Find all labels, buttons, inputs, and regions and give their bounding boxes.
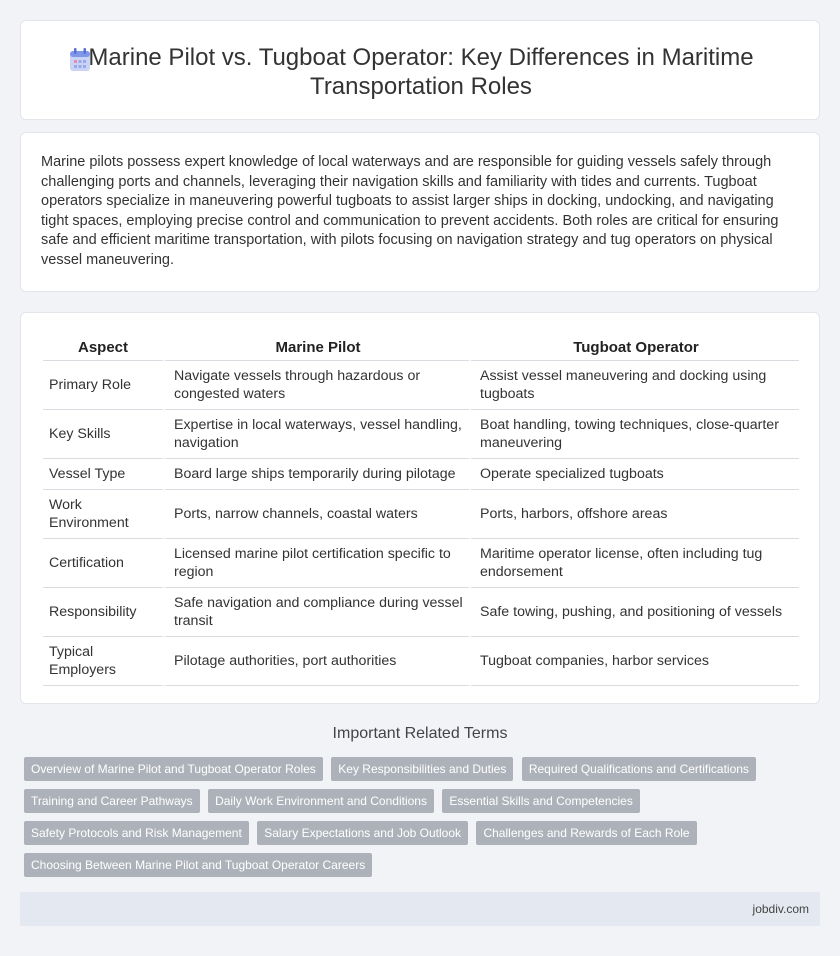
table-cell-aspect: Primary Role	[43, 361, 163, 410]
header-card	[20, 20, 820, 120]
comparison-table-card	[20, 312, 820, 704]
table-cell-aspect: Responsibility	[43, 588, 163, 637]
table-cell-aspect: Key Skills	[43, 410, 163, 459]
related-term-tag[interactable]: Key Responsibilities and Duties	[331, 757, 513, 781]
table-cell-marine-pilot: Licensed marine pilot certification specific to region	[163, 539, 469, 588]
footer	[20, 892, 820, 926]
table-cell-marine-pilot: Safe navigation and compliance during vessel transit	[163, 588, 469, 637]
related-term-tag[interactable]: Required Qualifications and Certifications	[522, 757, 756, 781]
related-term-tag[interactable]: Safety Protocols and Risk Management	[24, 821, 249, 845]
table-cell-marine-pilot: Expertise in local waterways, vessel handling, navigation	[163, 410, 469, 459]
intro-card	[20, 132, 820, 292]
table-cell-aspect: Work Environment	[43, 490, 163, 539]
table-row	[43, 410, 799, 459]
related-term-tag[interactable]: Salary Expectations and Job Outlook	[257, 821, 468, 845]
table-cell-marine-pilot: Board large ships temporarily during pilotage	[163, 459, 469, 490]
table-cell-tugboat-operator: Safe towing, pushing, and positioning of vessels	[469, 588, 799, 637]
related-terms-title: Important Related Terms	[332, 725, 508, 742]
table-row	[43, 361, 799, 410]
related-terms-list	[24, 757, 814, 885]
column-header-tugboat-operator: Tugboat Operator	[469, 333, 799, 361]
table-cell-tugboat-operator: Assist vessel maneuvering and docking using tugboats	[469, 361, 799, 410]
related-term-tag[interactable]: Choosing Between Marine Pilot and Tugboat Operator Careers	[24, 853, 372, 877]
table-row	[43, 539, 799, 588]
related-term-tag[interactable]: Training and Career Pathways	[24, 789, 200, 813]
column-header-marine-pilot: Marine Pilot	[163, 333, 469, 361]
table-cell-marine-pilot: Pilotage authorities, port authorities	[163, 637, 469, 686]
table-cell-marine-pilot: Ports, narrow channels, coastal waters	[163, 490, 469, 539]
table-cell-tugboat-operator: Operate specialized tugboats	[469, 459, 799, 490]
table-row	[43, 588, 799, 637]
table-header-row	[43, 333, 799, 361]
intro-paragraph: Marine pilots possess expert knowledge of local waterways and are responsible for guiding vessels safely through challenging ports and channels, leveraging their navigation skills and familiarity with tides and currents. Tugboat operators specialize in maneuvering powerful tugboats to assist larger ships in docking, undocking, and navigating tight spaces, employing precise control and communication to prevent accidents. Both roles are critical for ensuring safe and efficient maritime transportation, with pilots focusing on navigation strategy and tug operators on physical vessel maneuvering.	[41, 154, 779, 268]
table-cell-aspect: Certification	[43, 539, 163, 588]
table-row	[43, 637, 799, 686]
table-cell-tugboat-operator: Ports, harbors, offshore areas	[469, 490, 799, 539]
page-title: Marine Pilot vs. Tugboat Operator: Key Differences in Maritime Transportation Roles	[88, 44, 754, 100]
table-row	[43, 490, 799, 539]
related-term-tag[interactable]: Overview of Marine Pilot and Tugboat Operator Roles	[24, 757, 323, 781]
footer-site-link[interactable]: jobdiv.com	[752, 902, 809, 916]
related-term-tag[interactable]: Daily Work Environment and Conditions	[208, 789, 434, 813]
related-term-tag[interactable]: Challenges and Rewards of Each Role	[476, 821, 696, 845]
table-cell-aspect: Typical Employers	[43, 637, 163, 686]
table-row	[43, 459, 799, 490]
table-cell-tugboat-operator: Maritime operator license, often including tug endorsement	[469, 539, 799, 588]
table-cell-tugboat-operator: Boat handling, towing techniques, close-quarter maneuvering	[469, 410, 799, 459]
table-cell-aspect: Vessel Type	[43, 459, 163, 490]
comparison-table	[43, 333, 799, 686]
table-cell-tugboat-operator: Tugboat companies, harbor services	[469, 637, 799, 686]
table-cell-marine-pilot: Navigate vessels through hazardous or congested waters	[163, 361, 469, 410]
related-term-tag[interactable]: Essential Skills and Competencies	[442, 789, 639, 813]
column-header-aspect: Aspect	[43, 333, 163, 361]
